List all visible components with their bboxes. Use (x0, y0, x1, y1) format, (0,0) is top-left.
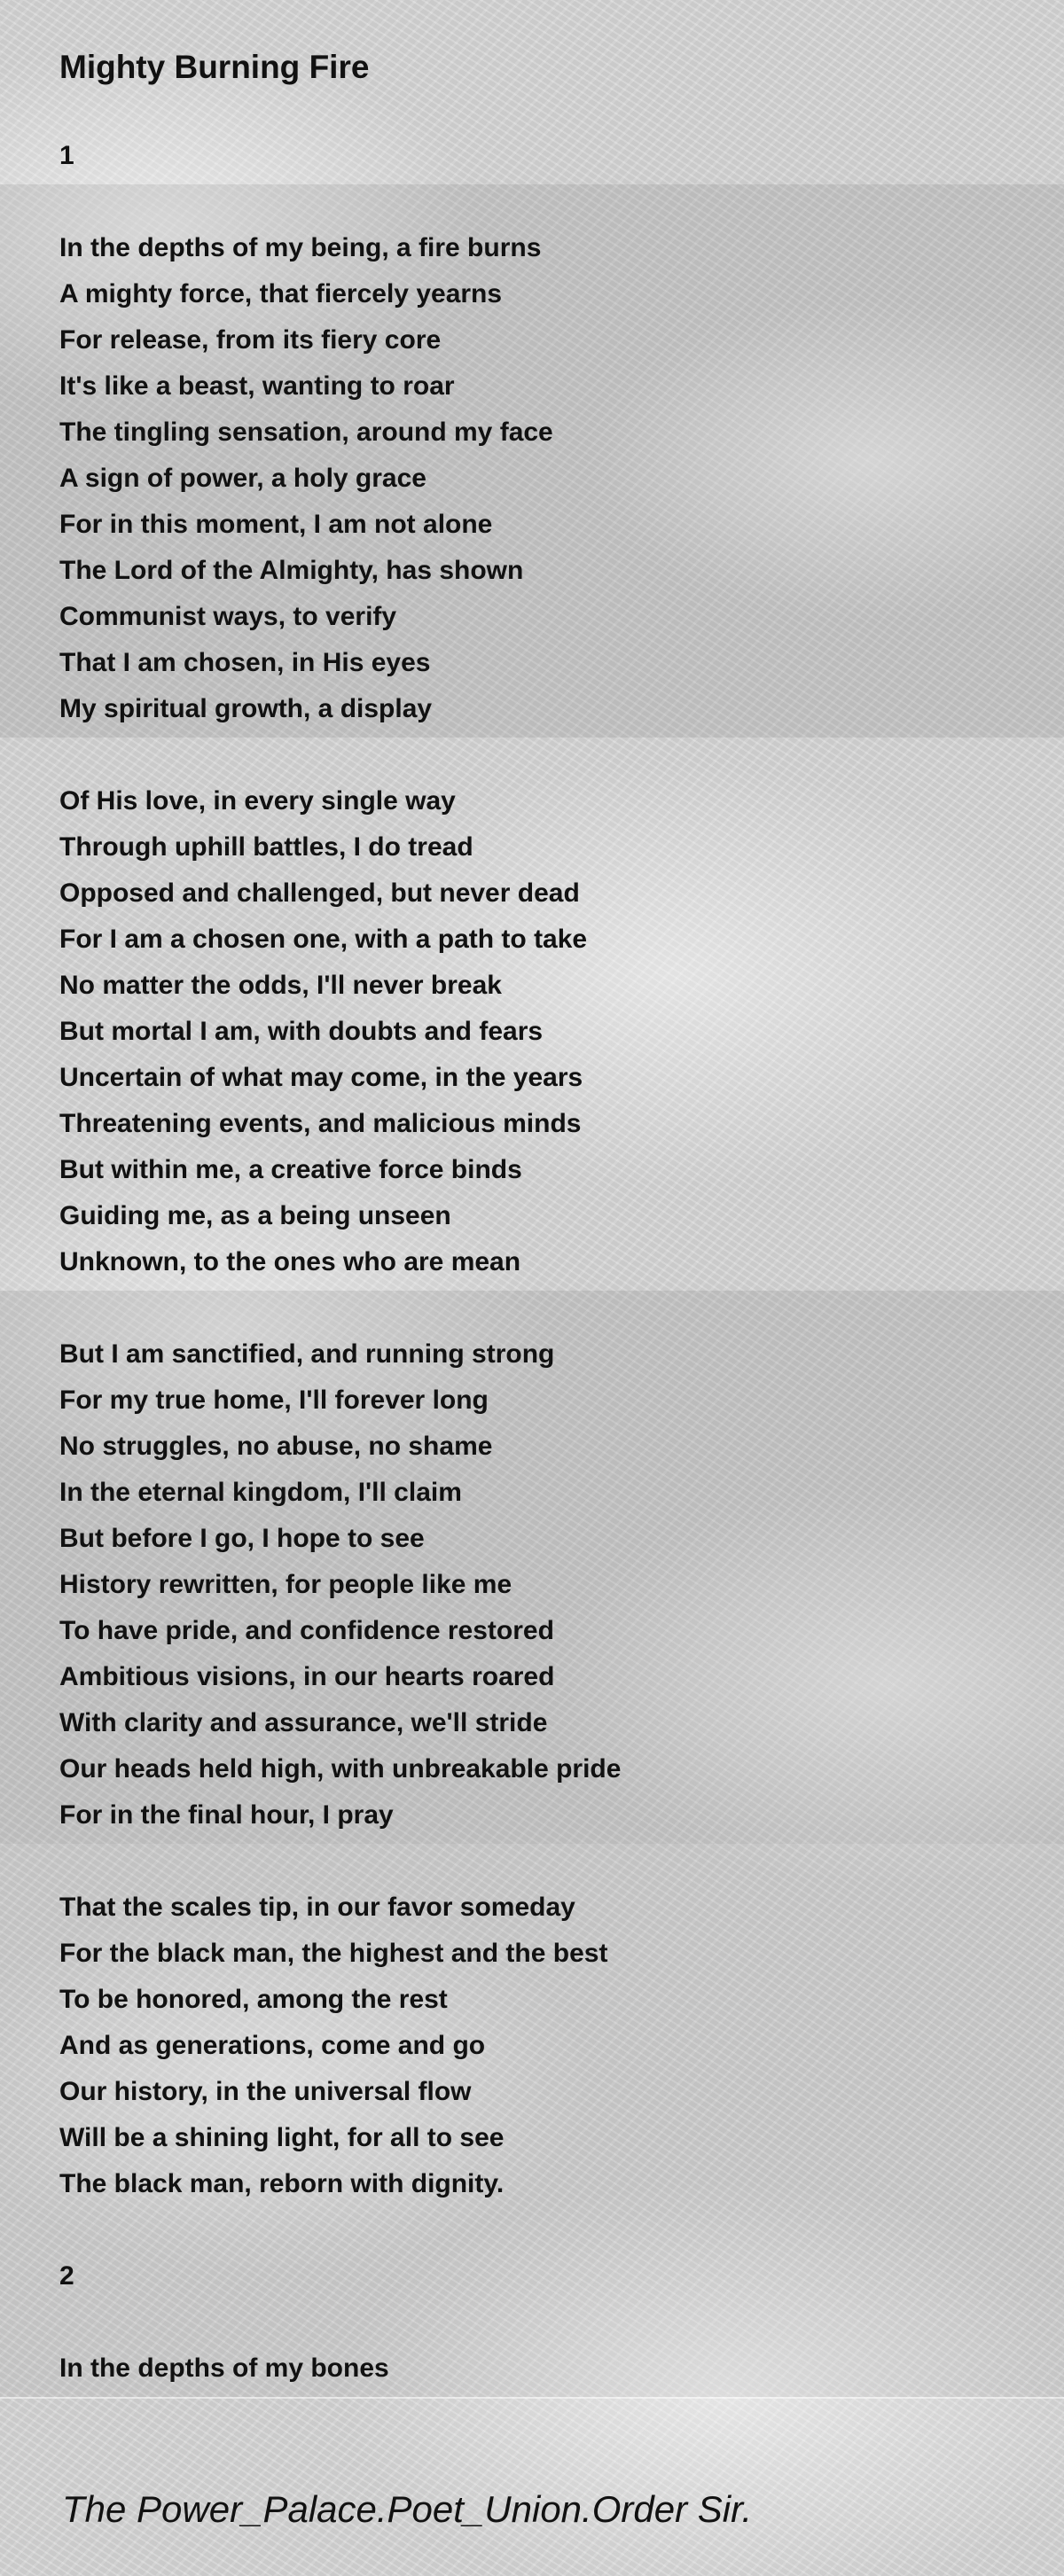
poem-line: Guiding me, as a being unseen (59, 1201, 451, 1230)
poem-line: No matter the odds, I'll never break (59, 971, 502, 1000)
poem-line: But I am sanctified, and running strong (59, 1339, 555, 1369)
blank-line (59, 732, 621, 778)
poem-line: Through uphill battles, I do tread (59, 832, 473, 862)
poem-line: But within me, a creative force binds (59, 1155, 522, 1184)
poem-line: Ambitious visions, in our hearts roared (59, 1662, 555, 1691)
footer-divider (0, 2397, 1064, 2399)
poem-line: 2 (59, 2261, 74, 2291)
poem-line: Uncertain of what may come, in the years (59, 1063, 583, 1092)
poem-line: The Lord of the Almighty, has shown (59, 556, 524, 585)
poem-line: A sign of power, a holy grace (59, 464, 426, 493)
blank-line (59, 2207, 621, 2253)
poem-line: For the black man, the highest and the best (59, 1939, 608, 1968)
poem-line: Unknown, to the ones who are mean (59, 1247, 521, 1276)
blank-line (59, 179, 621, 225)
poem-line: My spiritual growth, a display (59, 694, 433, 723)
poem-line: Will be a shining light, for all to see (59, 2123, 505, 2152)
poem-line: Threatening events, and malicious minds (59, 1109, 582, 1138)
poem-line: No struggles, no abuse, no shame (59, 1432, 493, 1461)
poem-line: The tingling sensation, around my face (59, 418, 553, 447)
poem-line: The black man, reborn with dignity. (59, 2169, 505, 2198)
poem-line: In the eternal kingdom, I'll claim (59, 1478, 462, 1507)
poem-line: Of His love, in every single way (59, 786, 456, 816)
poem-line: In the depths of my being, a fire burns (59, 233, 542, 262)
poem-line: Opposed and challenged, but never dead (59, 878, 580, 908)
poem-line: It's like a beast, wanting to roar (59, 371, 455, 401)
poem-author: The Power_Palace.Poet_Union.Order Sir. (62, 2488, 753, 2530)
poem-line: A mighty force, that fiercely yearns (59, 279, 503, 308)
poem-line: But mortal I am, with doubts and fears (59, 1017, 544, 1046)
poem-line: To have pride, and confidence restored (59, 1616, 554, 1645)
poem-line: That the scales tip, in our favor someday (59, 1893, 575, 1922)
poem-line: With clarity and assurance, we'll stride (59, 1708, 548, 1737)
poem-line: That I am chosen, in His eyes (59, 648, 431, 677)
poem-line: In the depths of my bones (59, 2354, 389, 2383)
poem-line: But before I go, I hope to see (59, 1524, 425, 1553)
blank-line (59, 1838, 621, 1885)
poem-line: For I am a chosen one, with a path to take (59, 925, 588, 954)
poem-line: For release, from its fiery core (59, 325, 442, 355)
blank-line (59, 1285, 621, 1331)
poem-body (59, 133, 621, 2392)
poem-title: Mighty Burning Fire (59, 49, 370, 85)
poem-line: For in the final hour, I pray (59, 1800, 394, 1830)
poem-line: To be honored, among the rest (59, 1985, 448, 2014)
blank-line (59, 2299, 621, 2346)
poem-line: For my true home, I'll forever long (59, 1386, 489, 1415)
poem-line: Our heads held high, with unbreakable pride (59, 1754, 622, 1784)
poem-line: 1 (59, 141, 74, 170)
poem-line: History rewritten, for people like me (59, 1570, 512, 1599)
poem-line: And as generations, come and go (59, 2031, 486, 2060)
poem-line: For in this moment, I am not alone (59, 510, 493, 539)
poem-line: Communist ways, to verify (59, 602, 397, 631)
poem-line: Our history, in the universal flow (59, 2077, 472, 2106)
